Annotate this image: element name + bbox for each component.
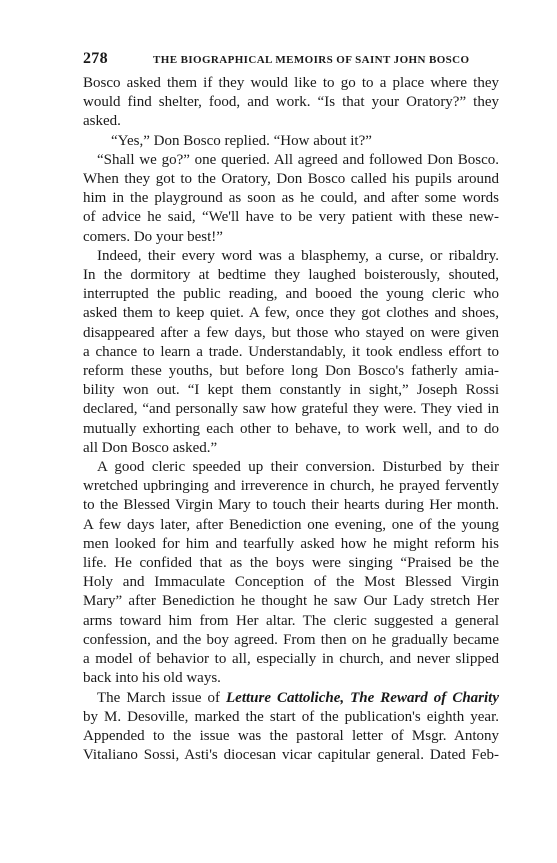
text-line: Bosco asked them if they would like to go to a place where they [83,75,499,91]
text-line: to the Blessed Virgin Mary to touch their hearts during Her month. [83,497,499,514]
text-line: bility won out. “I kept them constantly in sight,” Joseph Rossi [83,382,499,399]
text-line: a model of behavior to all, especially in church, and never slipped [83,651,499,668]
text-line: men looked for him and tearfully asked how he might reform his [83,535,499,552]
paragraph [83,132,499,151]
publication-title: Letture Cattoliche, The Reward of Charity [226,689,499,706]
text-line: Appended to the issue was the pastoral letter of Msgr. Antony [83,727,499,744]
paragraph [83,689,499,766]
text-line: life. He confided that as the boys were singing “Praised be the [83,555,499,572]
text-line: “Yes,” Don Bosco replied. “How about it?” [111,132,372,149]
text-line: by M. Desoville, marked the start of the publication's eighth year. [83,708,499,725]
text-line: declared, “and personally saw how grateful they were. They vied in [83,401,499,418]
text-line: asked them to keep quiet. A few, once they got clothes and shoes, [83,305,499,322]
text-line: confession, and the boy agreed. From then on he gradually became [83,631,499,648]
text-line: back into his old ways. [83,670,221,687]
text-line: Mary” after Benediction he thought he saw Our Lady stretch Her [83,593,499,610]
running-head [83,50,499,70]
text-line: A good cleric speeded up their conversion. Disturbed by their [97,459,499,476]
text-line: “Shall we go?” one queried. All agreed and followed Don Bosco. [97,151,499,168]
text-line: comers. Do your best!” [83,228,223,245]
text-line: In the dormitory at bedtime they laughed boisterously, shouted, [83,267,499,284]
text-line [83,689,499,708]
text-line: Holy and Immaculate Conception of the Most Blessed Virgin [83,574,499,591]
text-line: a chance to learn a trade. Understandably, it took endless effort to [83,343,499,360]
text-line: Vitaliano Sossi, Asti's diocesan vicar capitular general. Dated Feb- [83,747,499,764]
paragraph [83,74,499,132]
text-fragment: The March issue of [97,689,227,706]
text-line: all Don Bosco asked.” [83,439,218,456]
text-line: reform these youths, but before long Don Bosco's fatherly amia- [83,363,499,380]
paragraph [83,247,499,458]
body-text [83,74,499,765]
running-title: THE BIOGRAPHICAL MEMOIRS OF SAINT JOHN BOSCO [153,54,470,66]
text-line: asked. [83,113,121,130]
paragraph [83,458,499,688]
text-line: When they got to the Oratory, Don Bosco called his pupils around [83,171,499,188]
text-line: arms toward him from Her altar. The cleric suggested a general [83,612,499,629]
book-page [83,50,499,765]
text-line: disappeared after a few days, but those who stayed on were given [83,324,499,341]
text-line: him in the playground as soon as he could, and after some words [83,190,499,207]
text-line: mutually exhorting each other to behave, to work well, and to do [83,420,499,437]
text-line: of advice he said, “We'll have to be very patient with these new- [83,209,499,226]
paragraph [83,151,499,247]
text-line: wretched upbringing and irreverence in church, he prayed fervently [83,478,499,495]
text-line: would find shelter, food, and work. “Is that your Oratory?” they [83,94,499,111]
text-line: A few days later, after Benediction one evening, one of the young [83,516,499,533]
text-line: interrupted the public reading, and booed the young cleric who [83,286,499,303]
page-number: 278 [83,50,108,67]
text-line: Indeed, their every word was a blasphemy, a curse, or ribaldry. [97,247,499,264]
